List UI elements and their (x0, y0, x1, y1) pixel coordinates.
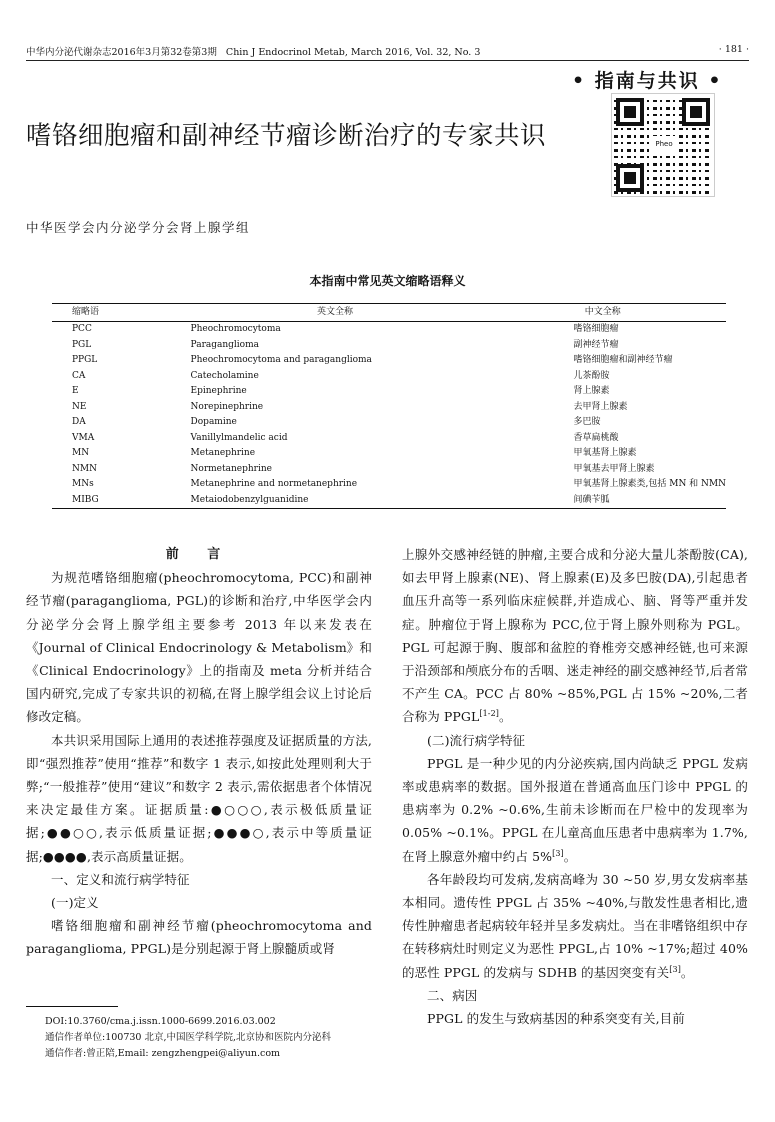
table-row (52, 415, 726, 431)
journal-citation: 中华内分泌代谢杂志2016年3月第32卷第3期 Chin J Endocrinol Metab, March 2016, Vol. 32, No. 3 (26, 47, 481, 58)
qr-center-label: Pheo (650, 136, 678, 152)
abbreviation-table (52, 303, 726, 509)
abbreviation-cell: CA (72, 370, 86, 381)
chinese-name-cell: 甲氧基去甲肾上腺素 (573, 463, 655, 474)
abbreviation-cell: NE (72, 401, 87, 412)
chinese-name-cell: 儿茶酚胺 (573, 370, 610, 381)
english-name-cell: Vanillylmandelic acid (190, 432, 288, 443)
table-row (52, 353, 726, 369)
english-name-cell: Pheochromocytoma and paraganglioma (190, 355, 372, 366)
table-row (52, 322, 726, 338)
table-row (52, 446, 726, 462)
abbreviation-cell: PCC (72, 324, 92, 335)
table-row (52, 338, 726, 354)
abbreviation-table-caption: 本指南中常见英文缩略语释义 (309, 274, 466, 288)
english-name-cell: Norepinephrine (190, 401, 264, 412)
column-header: 英文全称 (191, 304, 480, 322)
affiliation-note: 通信作者单位:100730 北京,中国医学科学院,北京协和医院内分泌科 (45, 1032, 332, 1043)
english-name-cell: Dopamine (190, 417, 237, 428)
abbreviation-cell: E (72, 386, 79, 397)
paragraph: PPGL 是一种少见的内分泌疾病,国内尚缺乏 PPGL 发病率或患病率的数据。国外报道在普通高血压门诊中 PPGL 的患病率为 0.2% ~0.6%,生前未诊断而在尸检中的发现率为 0.05% ~0.1%。PPGL 在儿童高血压患者中患病率为 1.7%,在肾上腺意外瘤中约占 5%[3]。 (402, 755, 748, 864)
english-name-cell: Metanephrine (190, 448, 256, 459)
doi-link[interactable]: DOI:10.3760/cma.j.issn.1000-6699.2016.03.002 (45, 1016, 276, 1027)
abbreviation-cell: MNs (72, 479, 94, 490)
paragraph: 上腺外交感神经链的肿瘤,主要合成和分泌大量儿茶酚胺(CA),如去甲肾上腺素(NE)、肾上腺素(E)及多巴胺(DA),引起患者血压升高等一系列临床症候群,并造成心、脑、肾等严重并发症。肿瘤位于肾上腺称为 PCC,位于肾上腺外则称为 PGL。PGL 可起源于胸、腹部和盆腔的脊椎旁交感神经链,也可来源于沿颈部和颅底分布的舌咽、迷走神经的副交感神经节,后者常不产生 CA。PCC 占 80% ~85%,PGL 占 15% ~20%,二者合称为 PPGL[1-2]。 (402, 547, 748, 725)
chinese-name-cell: 嗜铬细胞瘤和副神经节瘤 (573, 355, 673, 366)
english-name-cell: Paraganglioma (190, 339, 259, 350)
corresponding-author: 通信作者:曾正陪,Email: zengzhengpei@aliyun.com (45, 1048, 281, 1059)
table-row (52, 369, 726, 385)
page-number: · 181 · (718, 44, 749, 55)
right-column (402, 543, 748, 1030)
running-head (26, 44, 749, 61)
citation-link[interactable]: [3] (669, 964, 681, 974)
citation-link[interactable]: [1-2] (479, 709, 500, 719)
chinese-name-cell: 去甲肾上腺素 (573, 401, 628, 412)
table-row (52, 384, 726, 400)
left-column (26, 543, 372, 961)
paragraph: 本共识采用国际上通用的表述推荐强度及证据质量的方法,即“强烈推荐”使用“推荐”和数字 1 表示,如按此处理则利大于弊;“一般推荐”使用“建议”和数字 2 表示,需依据患者个体情况来决定最佳方案。证据质量:●○○○,表示极低质量证据;●●○○,表示低质量证据;●●●○,表示中等质量证据;●●●●,表示高质量证据。 (26, 732, 372, 864)
chinese-name-cell: 肾上腺素 (573, 386, 610, 397)
chinese-name-cell: 多巴胺 (573, 417, 601, 428)
english-name-cell: Metaiodobenzylguanidine (190, 494, 309, 505)
section-heading: 一、定义和流行病学特征 (51, 871, 190, 887)
table-row (52, 400, 726, 416)
english-name-cell: Catecholamine (190, 370, 259, 381)
chinese-name-cell: 甲氧基肾上腺素类,包括 MN 和 NMN (573, 479, 726, 490)
chinese-name-cell: 副神经节瘤 (573, 339, 619, 350)
abbreviation-cell: DA (72, 417, 86, 428)
footnote-divider (26, 1006, 118, 1007)
author-group: 中华医学会内分泌学分会肾上腺学组 (26, 220, 251, 235)
abbreviation-cell: MN (72, 448, 90, 459)
table-row (52, 477, 726, 493)
chinese-name-cell: 嗜铬细胞瘤 (573, 324, 619, 335)
table-header-row (52, 304, 726, 322)
abbreviation-cell: PPGL (72, 355, 98, 366)
chinese-name-cell: 甲氧基肾上腺素 (573, 448, 637, 459)
column-header: 缩略语 (52, 304, 191, 322)
abbreviation-cell: PGL (72, 339, 92, 350)
footnotes (26, 1014, 372, 1062)
english-name-cell: Pheochromocytoma (190, 324, 281, 335)
abbreviation-cell: NMN (72, 463, 97, 474)
table-row (52, 462, 726, 478)
paragraph: 为规范嗜铬细胞瘤(pheochromocytoma, PCC)和副神经节瘤(paraganglioma, PGL)的诊断和治疗,中华医学会内分泌学分会肾上腺学组主要参考 2013 年以来发表在《Journal of Clinical Endocrinology & Metabolism》和《Clinical Endocrinology》上的指南及 meta 分析并结合国内研究,完成了专家共识的初稿,在肾上腺学组会议上讨论后修改定稿。 (26, 570, 372, 725)
abbreviation-cell: MIBG (72, 494, 99, 505)
chinese-name-cell: 香草扁桃酸 (573, 432, 619, 443)
english-name-cell: Normetanephrine (190, 463, 272, 474)
qr-code-icon[interactable] (612, 94, 714, 196)
section-heading: 二、病因 (427, 987, 478, 1003)
section-tag: • 指南与共识 • (572, 70, 723, 92)
paragraph: PPGL 的发生与致病基因的种系突变有关,目前 (427, 1011, 685, 1027)
article-title: 嗜铬细胞瘤和副神经节瘤诊断治疗的专家共识 (26, 121, 547, 151)
chinese-name-cell: 间碘苄胍 (573, 494, 610, 505)
paragraph: 嗜铬细胞瘤和副神经节瘤(pheochromocytoma and paraganglioma, PPGL)是分别起源于肾上腺髓质或肾 (26, 918, 372, 957)
subsection-heading: (一)定义 (51, 895, 99, 911)
table-row (52, 431, 726, 447)
table-row (52, 493, 726, 509)
citation-link[interactable]: [3] (552, 848, 564, 858)
subsection-heading: (二)流行病学特征 (427, 732, 526, 748)
preface-heading: 前 言 (165, 547, 233, 562)
english-name-cell: Metanephrine and normetanephrine (190, 479, 358, 490)
abbreviation-cell: VMA (72, 432, 95, 443)
column-header: 中文全称 (480, 304, 727, 322)
paragraph: 各年龄段均可发病,发病高峰为 30 ~50 岁,男女发病率基本相同。遗传性 PPGL 占 35% ~40%,与散发性患者相比,遗传性肿瘤患者起病较年轻并呈多发病灶。当在非嗜铬组织中存在转移病灶时则定义为恶性 PPGL,占 10% ~17%;超过 40% 的恶性 PPGL 的发病与 SDHB 的基因突变有关[3]。 (402, 871, 748, 980)
english-name-cell: Epinephrine (190, 386, 247, 397)
